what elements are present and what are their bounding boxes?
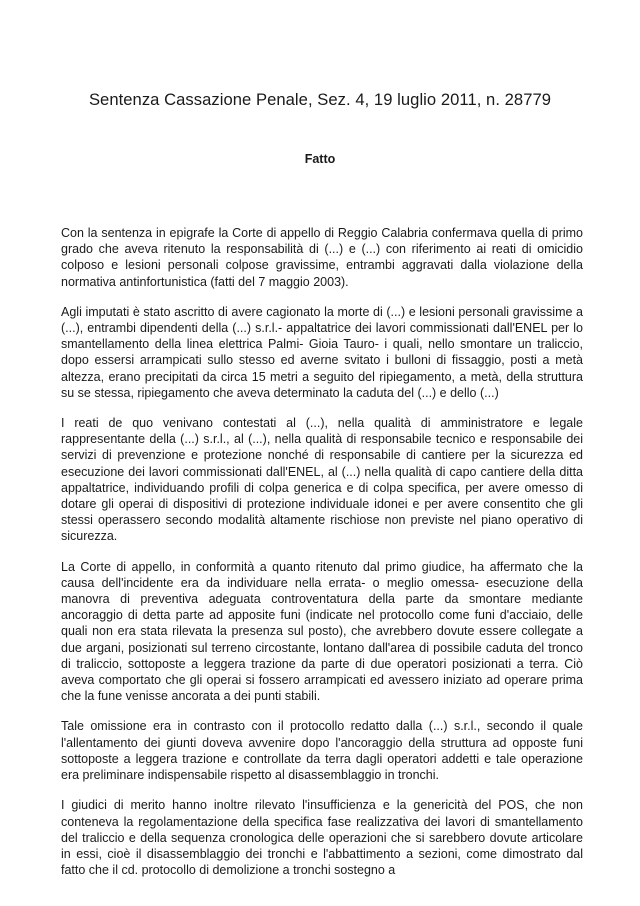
section-heading: Fatto — [304, 152, 336, 166]
paragraph: Con la sentenza in epigrafe la Corte di appello di Reggio Calabria confermava quella di primo grado che aveva ritenuto la responsabilità di (...) e (...) con riferimento ai reati di omicidio colposo e lesioni personali colpose gravissime, entrambi aggravati dalla violazione della normativa antinfortunistica (fatti del 7 maggio 2003). — [61, 226, 583, 289]
document-title: Sentenza Cassazione Penale, Sez. 4, 19 luglio 2011, n. 28779 — [88, 90, 552, 109]
paragraph: I giudici di merito hanno inoltre rilevato l'insufficienza e la genericità del POS, che non conteneva la regolamentazione della specifica fase realizzativa dei lavori di smantellamento del traliccio e della sequenza cronologica delle operazioni che si sarebbero dovute articolare in essi, cioè il disassemblaggio dei tronchi e l'abbattimento a sezioni, come dimostrato dal fatto che il cd. protocollo di demolizione a tronchi sostegno a — [61, 798, 583, 878]
paragraph: Tale omissione era in contrasto con il protocollo redatto dalla (...) s.r.l., secondo il quale l'allentamento dei giunti doveva avvenire dopo l'ancoraggio della struttura ad opposte funi sottoposte a leggera trazione e controllate da terra dagli operatori addetti e tale operazione era preliminare indispensabile rispetto al disassemblaggio in tronchi. — [61, 719, 583, 783]
document-body — [61, 225, 583, 892]
paragraph: Agli imputati è stato ascritto di avere cagionato la morte di (...) e lesioni personali gravissime a (...), entrambi dipendenti della (...) s.r.l.- appaltatrice dei lavori commissionati dall'ENEL per lo smantellamento della linea elettrica Palmi- Gioia Tauro- i quali, nello smontare un traliccio, dopo essersi arrampicati sullo stesso ed averne svitato i bulloni di fissaggio, posti a metà altezza, erano precipitati da circa 15 metri a seguito del ripiegamento, a metà, della struttura su se stessa, ripiegamento che aveva determinato la caduta del (...) e dello (...) — [61, 304, 583, 400]
paragraph: I reati de quo venivano contestati al (...), nella qualità di amministratore e legale rappresentante della (...) s.r.l., al (...), nella qualità di responsabile tecnico e responsabile dei servizi di prevenzione e protezione nonché di responsabile di cantiere per la sicurezza ed esecuzione dei lavori commissionati dall'ENEL, al (...) nella qualità di capo cantiere della ditta appaltatrice, individuando profili di colpa generica e di colpa specifica, per avere omesso di dotare gli operai di dispositivi di protezione individuale idonei e per avere consentito che gli stessi operassero secondo modalità altamente rischiose non previste nel piano operativo di sicurezza. — [61, 416, 583, 544]
paragraph: La Corte di appello, in conformità a quanto ritenuto dal primo giudice, ha affermato che la causa dell'incidente era da individuare nella errata- o meglio omessa- esecuzione della manovra di preventiva adeguata controventatura della parte da smontare mediante ancoraggio di detta parte ad apposite funi (indicate nel protocollo come funi d'acciaio, delle quali non era stata rilevata la presenza sul posto), che avrebbero dovute essere collegate a due argani, posizionati sul terreno circostante, lontano dall'area di possibile caduta del tronco di traliccio, sottoposte a leggera trazione da parte di due operatori posizionati a terra. Ciò aveva comportato che gli operai si fossero arrampicati ed avessero iniziato ad operare prima che la fune venisse ancorata a dei punti stabili. — [61, 559, 583, 704]
